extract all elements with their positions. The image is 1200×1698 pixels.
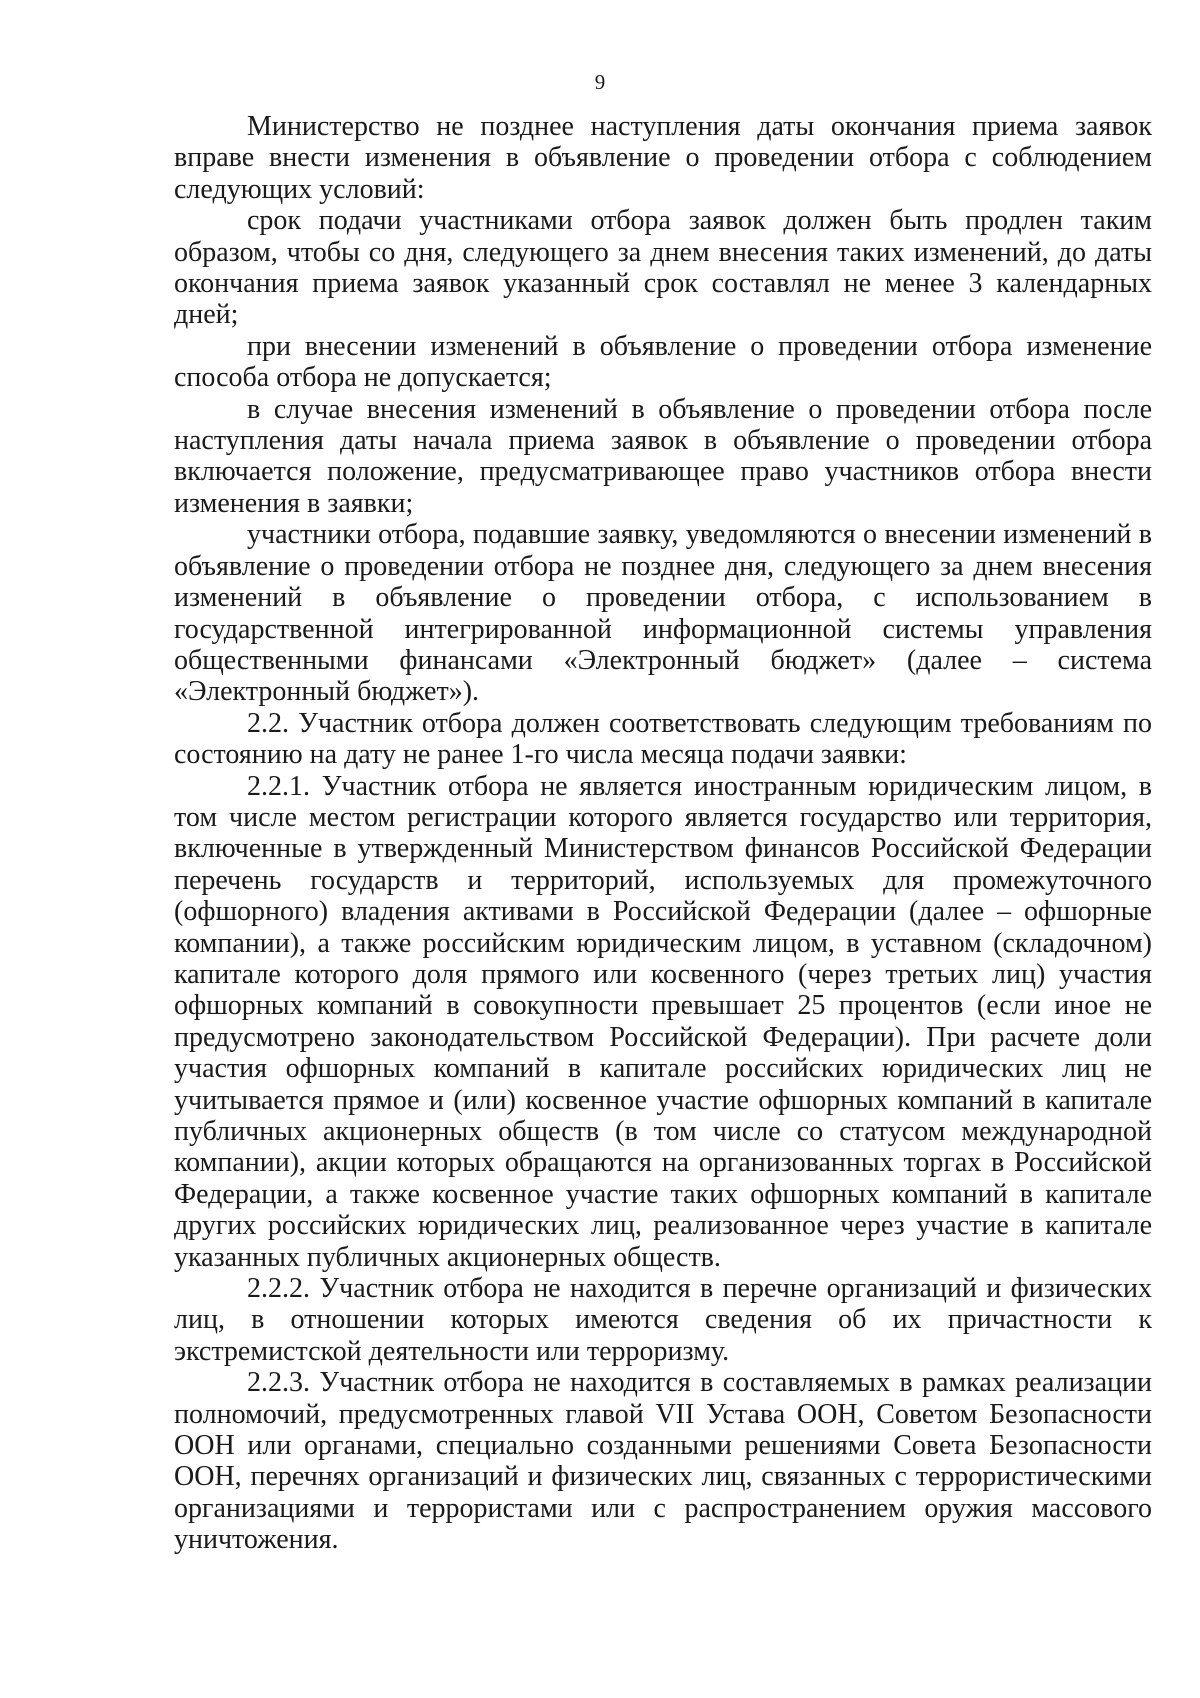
- document-body: [174, 111, 1152, 1556]
- page-number: 9: [594, 70, 606, 94]
- paragraph-section-2-2-1: 2.2.1. Участник отбора не является иностранным юридическим лицом, в том числе местом регистрации которого является государство или территория, включенные в утвержденный Министерством финансов Российской Федерации перечень государств и территорий, используемых для промежуточного (офшорного) владения активами в Российской Федерации (далее – офшорные компании), а также российским юридическим лицом, в уставном (складочном) капитале которого доля прямого или косвенного (через третьих лиц) участия офшорных компаний в совокупности превышает 25 процентов (если иное не предусмотрено законодательством Российской Федерации). При расчете доли участия офшорных компаний в капитале российских юридических лиц не учитывается прямое и (или) косвенное участие офшорных компаний в капитале публичных акционерных обществ (в том числе со статусом международной компании), акции которых обращаются на организованных торгах в Российской Федерации, а также косвенное участие таких офшорных компаний в капитале других российских юридических лиц, реализованное через участие в капитале указанных публичных акционерных обществ.: [174, 770, 1152, 1273]
- paragraph-amendment-intro: Министерство не позднее наступления даты окончания приема заявок вправе внести изменения в объявление о проведении отбора с соблюдением следующих условий:: [174, 111, 1152, 205]
- paragraph-section-2-2-3: 2.2.3. Участник отбора не находится в составляемых в рамках реализации полномочий, предусмотренных главой VII Устава ООН, Советом Безопасности ООН или органами, специально созданными решениями Совета Безопасности ООН, перечнях организаций и физических лиц, связанных с террористическими организациями и террористами или с распространением оружия массового уничтожения.: [174, 1367, 1152, 1556]
- paragraph-participant-notification: участники отбора, подавшие заявку, уведомляются о внесении изменений в объявление о проведении отбора не позднее дня, следующего за днем внесения изменений в объявление о проведении отбора, с использованием в государственной интегрированной информационной системы управления общественными финансами «Электронный бюджет» (далее – система «Электронный бюджет»).: [174, 519, 1152, 708]
- paragraph-application-changes: в случае внесения изменений в объявление о проведении отбора после наступления даты начала приема заявок в объявление о проведении отбора включается положение, предусматривающее право участников отбора внести изменения в заявки;: [174, 393, 1152, 519]
- paragraph-section-2-2-2: 2.2.2. Участник отбора не находится в перечне организаций и физических лиц, в отношении которых имеются сведения об их причастности к экстремистской деятельности или терроризму.: [174, 1273, 1152, 1367]
- paragraph-deadline-extension: срок подачи участниками отбора заявок должен быть продлен таким образом, чтобы со дня, следующего за днем внесения таких изменений, до даты окончания приема заявок указанный срок составлял не менее 3 календарных дней;: [174, 205, 1152, 331]
- paragraph-method-change: при внесении изменений в объявление о проведении отбора изменение способа отбора не допускается;: [174, 330, 1152, 394]
- paragraph-section-2-2: 2.2. Участник отбора должен соответствовать следующим требованиям по состоянию на дату не ранее 1-го числа месяца подачи заявки:: [174, 707, 1152, 771]
